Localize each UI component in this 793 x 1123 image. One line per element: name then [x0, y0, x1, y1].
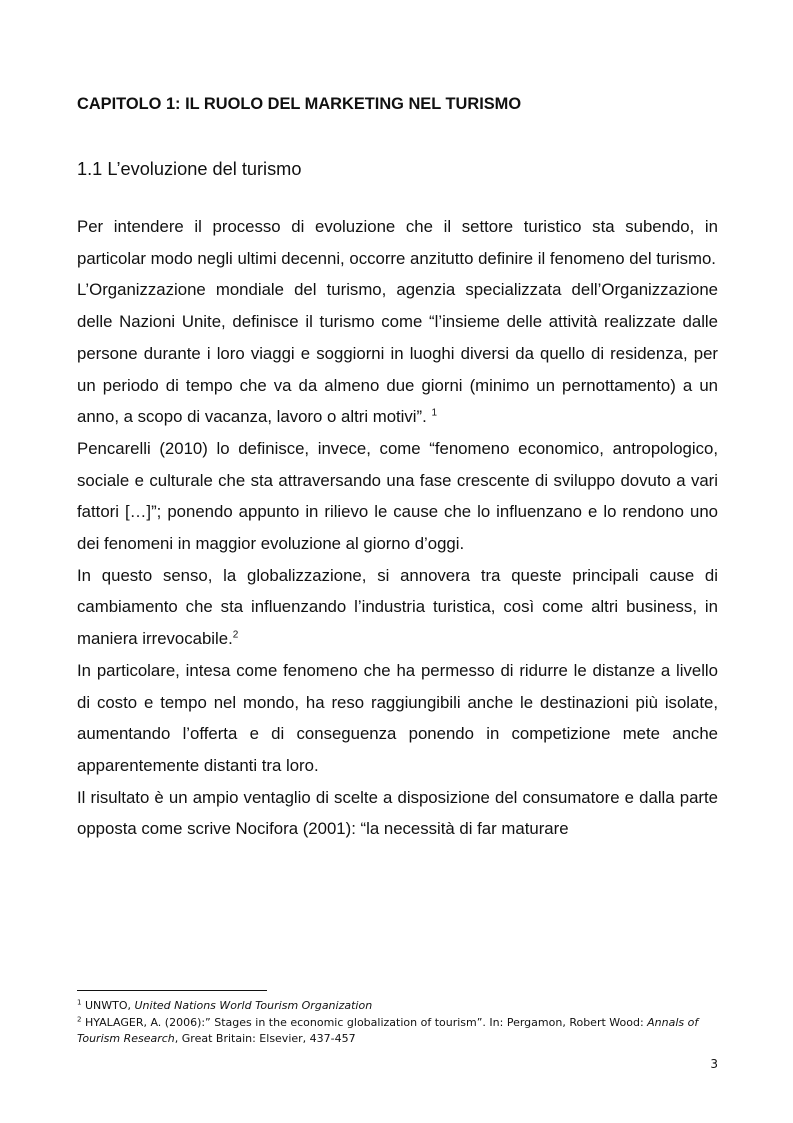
footnote-2-journal: Annals of Tourism Research — [77, 1015, 699, 1045]
paragraph-6: Il risultato è un ampio ventaglio di scelte a disposizione del consumatore e dalla parte opposta come scrive Nocifora (2001): “la necessità di far maturare — [77, 787, 718, 839]
footnote-2-number: 2 — [77, 1014, 82, 1023]
footnote-1-text: UNWTO, — [84, 999, 135, 1012]
section-title: 1.1 L’evoluzione del turismo — [77, 159, 302, 179]
body-text — [77, 211, 718, 845]
footnotes — [77, 998, 718, 1048]
paragraph-2-text: L’Organizzazione mondiale del turismo, agenzia specializzata dell’Organizzazione delle Nazioni Unite, definisce il turismo come “l’insieme delle attività realizzate dalle persone durante i loro viaggi e soggiorni in luoghi diversi da quello di residenza, per un periodo di tempo che va da almeno due giorni (minimo un pernottamento) a un anno, a scopo di vacanza, lavoro o altri motivi”. — [77, 280, 718, 427]
paragraph-4-text: In questo senso, la globalizzazione, si annovera tra queste principali cause di cambiamento che sta influenzando l’industria turistica, così come altri business, in maniera irrevocabile. — [77, 565, 718, 649]
paragraph-2 — [77, 274, 718, 433]
footnote-2-text: HYALAGER, A. (2006):” Stages in the economic globalization of tourism”. In: Pergamon, Robert Wood: — [84, 1015, 648, 1029]
paragraph-5: In particolare, intesa come fenomeno che ha permesso di ridurre le distanze a livello di costo e tempo nel mondo, ha reso raggiungibili anche le destinazioni più isolate, aumentando l’offerta e di conseguenza ponendo in competizione mete anche apparentemente distanti tra loro. — [77, 660, 718, 775]
footnote-ref-2[interactable]: 2 — [232, 629, 239, 641]
footnote-2-publisher: , Great Britain: Elsevier, 437-457 — [174, 1032, 356, 1045]
paragraph-1: Per intendere il processo di evoluzione che il settore turistico sta subendo, in particolar modo negli ultimi decenni, occorre anzitutto definire il fenomeno del turismo. — [77, 217, 718, 268]
paragraph-4 — [77, 560, 718, 655]
chapter-title: CAPITOLO 1: IL RUOLO DEL MARKETING NEL TURISMO — [77, 95, 522, 113]
footnote-1-number: 1 — [77, 998, 82, 1007]
footnote-1-title: United Nations World Tourism Organization — [134, 999, 373, 1012]
page-number: 3 — [710, 1057, 718, 1071]
footnote-2 — [77, 1015, 718, 1048]
paragraph-3: Pencarelli (2010) lo definisce, invece, come “fenomeno economico, antropologico, sociale e culturale che sta attraversando una fase crescente di sviluppo dovuto a vari fattori […]”; ponendo appunto in rilievo le cause che lo influenzano e lo rendono uno dei fenomeni in maggior evoluzione al giorno d’oggi. — [77, 438, 718, 554]
footnote-ref-1[interactable]: 1 — [431, 407, 438, 419]
footnote-1 — [77, 998, 718, 1015]
footnote-divider — [77, 990, 267, 991]
